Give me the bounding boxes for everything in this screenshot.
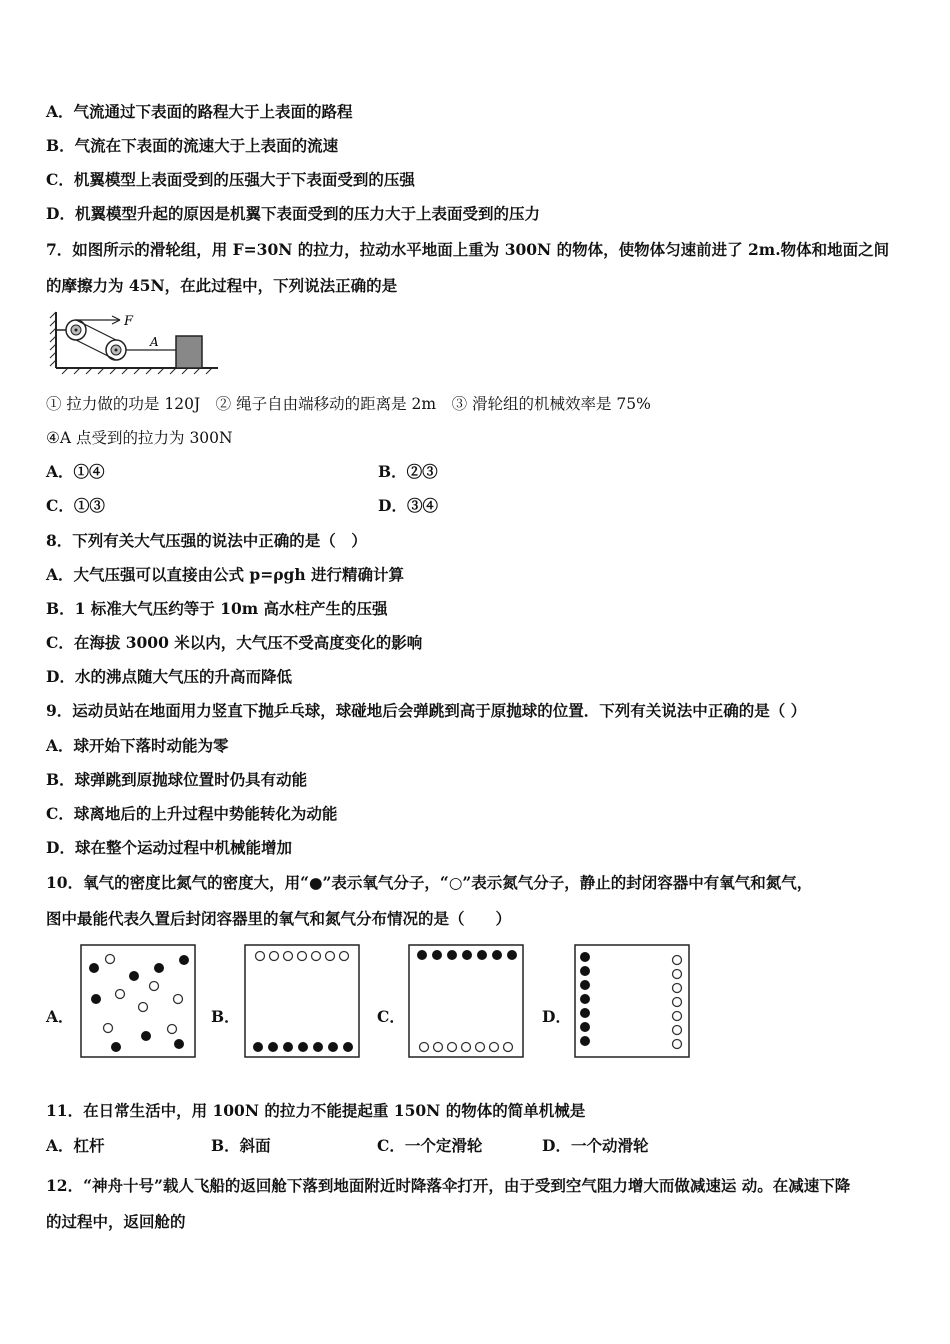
- q7-stem-line2: 的摩擦力为 45N，在此过程中，下列说法正确的是: [46, 276, 398, 295]
- q11-option-a: A．杠杆: [46, 1136, 105, 1155]
- q6-option-b: B．气流在下表面的流速大于上表面的流速: [46, 136, 339, 155]
- oxygen-molecule: [91, 994, 101, 1004]
- oxygen-molecule: [580, 966, 590, 976]
- nitrogen-molecule: [673, 956, 682, 965]
- q8-option-c: C．在海拔 3000 米以内，大气压不受高度变化的影响: [46, 633, 423, 652]
- nitrogen-molecule: [106, 955, 115, 964]
- nitrogen-molecule: [270, 952, 279, 961]
- nitrogen-molecule: [326, 952, 335, 961]
- q7-option-b: B．②③: [378, 462, 438, 481]
- nitrogen-molecule: [434, 1043, 443, 1052]
- q9-option-b: B．球弹跳到原抛球位置时仍具有动能: [46, 770, 308, 789]
- q10-label-c: C．: [377, 1007, 405, 1026]
- nitrogen-molecule: [673, 984, 682, 993]
- container-a: [80, 944, 196, 1058]
- oxygen-molecule: [328, 1042, 338, 1052]
- q8-option-b: B．1 标准大气压约等于 10m 高水柱产生的压强: [46, 599, 388, 618]
- nitrogen-molecule: [448, 1043, 457, 1052]
- nitrogen-molecule: [673, 1040, 682, 1049]
- oxygen-molecule: [141, 1031, 151, 1041]
- oxygen-molecule: [432, 950, 442, 960]
- nitrogen-molecule: [116, 990, 125, 999]
- q8-stem: 8．下列有关大气压强的说法中正确的是（ ）: [46, 531, 367, 550]
- q12-stem-line2: 的过程中，返回舱的: [46, 1212, 186, 1231]
- oxygen-molecule: [580, 980, 590, 990]
- oxygen-molecule: [580, 1036, 590, 1046]
- q7-statements-line2: ④A 点受到的拉力为 300N: [46, 429, 233, 447]
- q12-stem-line1: 12．“神舟十号”载人飞船的返回舱下落到地面附近时降落伞打开，由于受到空气阻力增大而做减速运 动。在减速下降: [46, 1176, 851, 1195]
- q8-option-d: D．水的沸点随大气压的升高而降低: [46, 667, 292, 686]
- q9-stem: 9．运动员站在地面用力竖直下抛乒乓球，球碰地后会弹跳到高于原抛球的位置．下列有关说法中正确的是（ ）: [46, 701, 807, 720]
- oxygen-molecule: [174, 1039, 184, 1049]
- q9-option-c: C．球离地后的上升过程中势能转化为动能: [46, 804, 338, 823]
- q10-label-d: D．: [542, 1007, 571, 1026]
- nitrogen-molecule: [312, 952, 321, 961]
- q6-option-a: A．气流通过下表面的路程大于上表面的路程: [46, 102, 353, 121]
- oxygen-molecule: [111, 1042, 121, 1052]
- q10-label-a: A．: [46, 1007, 74, 1026]
- nitrogen-molecule: [256, 952, 265, 961]
- oxygen-molecule: [253, 1042, 263, 1052]
- oxygen-molecule: [129, 971, 139, 981]
- q9-option-d: D．球在整个运动过程中机械能增加: [46, 838, 292, 857]
- oxygen-molecule: [89, 963, 99, 973]
- nitrogen-molecule: [168, 1025, 177, 1034]
- oxygen-molecule: [462, 950, 472, 960]
- q11-option-b: B．斜面: [211, 1136, 271, 1155]
- q8-option-a: A．大气压强可以直接由公式 p=ρgh 进行精确计算: [46, 565, 405, 584]
- q7-statements-line1: ① 拉力做的功是 120J ② 绳子自由端移动的距离是 2m ③ 滑轮组的机械效率是 75%: [46, 395, 651, 413]
- oxygen-molecule: [268, 1042, 278, 1052]
- nitrogen-molecule: [462, 1043, 471, 1052]
- container-d: [574, 944, 690, 1058]
- oxygen-molecule: [417, 950, 427, 960]
- container-b: [244, 944, 360, 1058]
- oxygen-molecule: [343, 1042, 353, 1052]
- oxygen-molecule: [580, 1008, 590, 1018]
- nitrogen-molecule: [139, 1003, 148, 1012]
- nitrogen-molecule: [174, 995, 183, 1004]
- oxygen-molecule: [283, 1042, 293, 1052]
- q10-stem-line2: 图中最能代表久置后封闭容器里的氧气和氮气分布情况的是（ ）: [46, 909, 512, 928]
- nitrogen-molecule: [104, 1024, 113, 1033]
- nitrogen-molecule: [298, 952, 307, 961]
- oxygen-molecule: [492, 950, 502, 960]
- q7-option-a: A．①④: [46, 462, 105, 481]
- nitrogen-molecule: [673, 970, 682, 979]
- q9-option-a: A．球开始下落时动能为零: [46, 736, 229, 755]
- container-c: [408, 944, 524, 1058]
- oxygen-molecule: [580, 1022, 590, 1032]
- q10-stem-line1: 10．氧气的密度比氮气的密度大，用“●”表示氧气分子，“○”表示氮气分子，静止的封闭容器中有氧气和氮气，: [46, 873, 813, 892]
- nitrogen-molecule: [340, 952, 349, 961]
- oxygen-molecule: [477, 950, 487, 960]
- nitrogen-molecule: [420, 1043, 429, 1052]
- oxygen-molecule: [313, 1042, 323, 1052]
- nitrogen-molecule: [284, 952, 293, 961]
- nitrogen-molecule: [673, 1026, 682, 1035]
- q11-stem: 11．在日常生活中，用 100N 的拉力不能提起重 150N 的物体的简单机械是: [46, 1101, 586, 1120]
- oxygen-molecule: [507, 950, 517, 960]
- q6-option-c: C．机翼模型上表面受到的压强大于下表面受到的压强: [46, 170, 415, 189]
- point-a-label: A: [150, 335, 159, 349]
- nitrogen-molecule: [673, 1012, 682, 1021]
- oxygen-molecule: [179, 955, 189, 965]
- nitrogen-molecule: [673, 998, 682, 1007]
- q7-stem-line1: 7．如图所示的滑轮组，用 F=30N 的拉力，拉动水平地面上重为 300N 的物体，使物体匀速前进了 2m.物体和地面之间: [46, 240, 890, 259]
- q11-option-c: C．一个定滑轮: [377, 1136, 483, 1155]
- q7-option-c: C．①③: [46, 496, 105, 515]
- oxygen-molecule: [580, 952, 590, 962]
- nitrogen-molecule: [504, 1043, 513, 1052]
- oxygen-molecule: [154, 963, 164, 973]
- nitrogen-molecule: [476, 1043, 485, 1052]
- force-label: F: [124, 314, 134, 329]
- q10-label-b: B．: [211, 1007, 240, 1026]
- oxygen-molecule: [580, 994, 590, 1004]
- nitrogen-molecule: [150, 982, 159, 991]
- oxygen-molecule: [298, 1042, 308, 1052]
- nitrogen-molecule: [490, 1043, 499, 1052]
- q11-option-d: D．一个动滑轮: [542, 1136, 649, 1155]
- q7-option-d: D．③④: [378, 496, 438, 515]
- q6-option-d: D．机翼模型升起的原因是机翼下表面受到的压力大于上表面受到的压力: [46, 204, 540, 223]
- pulley-diagram: [48, 308, 223, 376]
- oxygen-molecule: [447, 950, 457, 960]
